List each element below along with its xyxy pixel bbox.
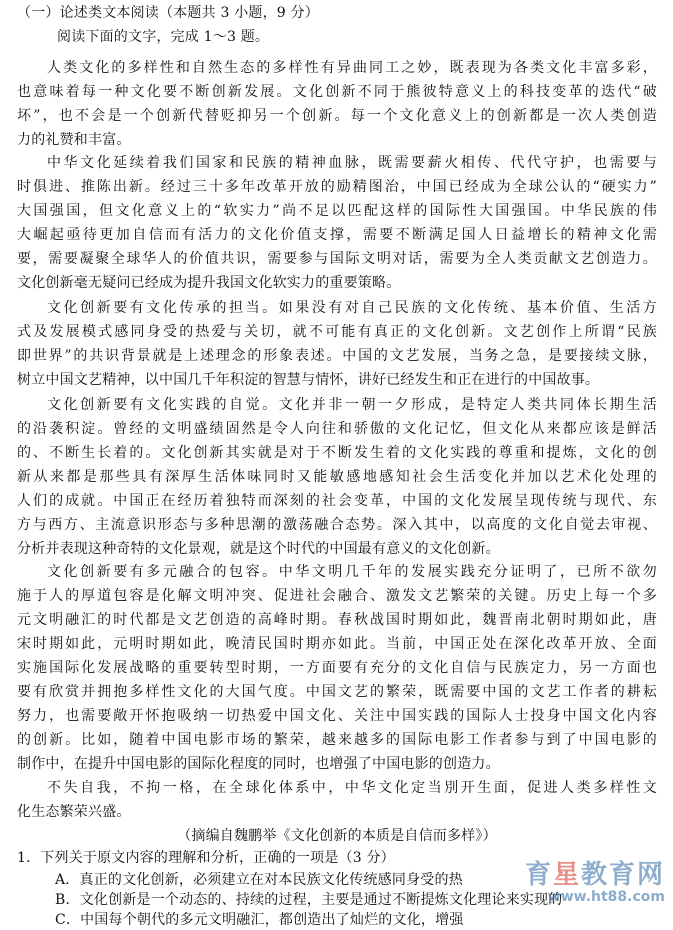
paragraph-5-line: 要有欣赏并拥抱多样性文化的大国气度。中国文艺的繁荣，既需要中国的文艺工作者的耕耘 [17, 684, 657, 700]
paragraph-2-line: 文化创新毫无疑问已经成为提升我国文化软实力的重要策略。 [17, 275, 401, 291]
option-a: A．真正的文化创新，必须建立在对本民族文化传统感同身受的热 [55, 872, 463, 888]
paragraph-4-line: 人们的成就。中国正在经历着独特而深刻的社会变革，中国的文化发展呈现传统与现代、东 [17, 493, 657, 509]
paragraph-3-line: 式及发展模式感同身受的热爱与关切，就不可能有真正的文化创新。文艺创作上所谓“民族 [17, 324, 657, 340]
paragraph-3-line: 文化创新要有文化传承的担当。如果没有对自己民族的文化传统、基本价值、生活方 [47, 300, 657, 316]
paragraph-4-line: 的、不断生长着的。文化创新其实就是对于不断发生着的文化实践的尊重和提炼，文化的创 [17, 445, 657, 461]
watermark-url: www.ht88.com [547, 889, 665, 905]
paragraph-5-line: 文化创新要有多元融合的包容。中华文明几千年的发展实践充分证明了，已所不欲勿 [47, 564, 657, 580]
paragraph-5-line: 实施国际化发展战略的重要转型时期，一方面要有充分的文化自信与民族定力，另一方面也 [17, 660, 657, 676]
paragraph-5-line: 的创新。比如，随着中国电影市场的繁荣，越来越多的国际电影工作者参与到了中国电影的 [17, 732, 657, 748]
section-title: （一）论述类文本阅读（本题共 3 小题，9 分） [17, 5, 319, 21]
paragraph-6-line: 化生态繁荣兴盛。 [17, 804, 131, 820]
paragraph-1-line: 力的礼赞和丰富。 [17, 132, 131, 148]
question-1: 1．下列关于原文内容的理解和分析，正确的一项是（3 分） [17, 850, 395, 866]
paragraph-1-line: 坏”，也不会是一个创新代替贬抑另一个创新。每一个文化意义上的创新都是一次人类创造 [17, 108, 657, 124]
paragraph-3-line: 即世界”的共识背景就是上述理念的形象表述。中国的文艺发展，当务之急，是要接续文脉， [17, 348, 657, 364]
paragraph-2-line: 要，需要凝聚全球华人的价值共识，需要参与国际文明对话，需要为全人类贡献文艺创造力。 [17, 251, 657, 267]
paragraph-4-line: 文化创新要有文化实践的自觉。文化并非一朝一夕形成，是特定人类共同体长期生活 [47, 397, 657, 413]
paragraph-2-line: 大崛起亟待更加自信而有活力的文化价值支撑，需要不断满足国人日益增长的精神文化需 [17, 227, 657, 243]
option-b: B．文化创新是一个动态的、持续的过程，主要是通过不断提炼文化理论来实现的 [55, 892, 563, 908]
paragraph-5-line: 宋时期如此，元明时期如此，晚清民国时期亦如此。当前，中国正处在深化改革开放、全面 [17, 636, 657, 652]
paragraph-4-line: 分析并表现这种奇特的文化景观，就是这个时代的中国最有意义的文化创新。 [17, 541, 500, 557]
paragraph-4-line: 的沿袭积淀。曾经的文明盛绩固然是令人向往和骄傲的文化记忆，但文化从来都应该是鲜活 [17, 421, 657, 437]
paragraph-6-line: 不失自我，不拘一格，在全球化体系中，中华文化定当別开生面，促进人类多样性文 [47, 780, 657, 796]
paragraph-2-line: 时俱进、推陈出新。经过三十多年改革开放的励精图治，中国已经成为全球公认的“硬实力” [17, 179, 657, 195]
paragraph-2-line: 大国强国，但文化意义上的“软实力”尚不足以匹配这样的国际性大国强国。中华民族的伟 [17, 203, 657, 219]
paragraph-5-line: 施于人的厚道包容是化解文明冲突、促进社会融合、激发文艺繁荣的关键。历史上每一个多 [17, 588, 657, 604]
paragraph-4-line: 方与西方、主流意识形态与多种思潮的激荡融合态势。深入其中，以高度的文化自觉去审视、 [17, 517, 657, 533]
watermark-logo: 育星教育网 [524, 860, 665, 890]
paragraph-5-line: 元文明融汇的时代都是文艺创造的高峰时期。春秋战国时期如此，魏晋南北朝时期如此，唐 [17, 612, 657, 628]
option-c: C．中国每个朝代的多元文明融汇，都创造出了灿烂的文化，增强 [55, 912, 464, 928]
paragraph-3-line: 树立中国文艺精神，以中国几千年积淀的智慧与情怀，讲好已经发生和正在进行的中国故事。 [17, 372, 600, 388]
paragraph-1-line: 人类文化的多样性和自然生态的多样性有异曲同工之妙，既表现为各类文化丰富多彩， [47, 60, 657, 76]
paragraph-5-line: 制作中，在提升中国电影的国际化程度的同时，也增强了中国电影的创造力。 [17, 756, 500, 772]
paragraph-1-line: 也意味着每一种文化要不断创新发展。文化创新不同于熊彼特意义上的科技变革的迭代“破 [17, 84, 657, 100]
paragraph-2-line: 中华文化延续着我们国家和民族的精神血脉，既需要薪火相传、代代守护，也需要与 [47, 155, 657, 171]
source-citation: （摘编自魏鹏举《文化创新的本质是自信而多样》） [177, 828, 497, 844]
instruction: 阅读下面的文字，完成 1～3 题。 [57, 29, 270, 45]
paragraph-5-line: 努力，也需要敞开怀抱吸纳一切热爱中国文化、关注中国实践的国际人士投身中国文化内容 [17, 708, 657, 724]
paragraph-4-line: 新从来都是那些具有深厚生活体味同时又能敏感地感知社会生活变化并加以艺术化处理的 [17, 469, 657, 485]
